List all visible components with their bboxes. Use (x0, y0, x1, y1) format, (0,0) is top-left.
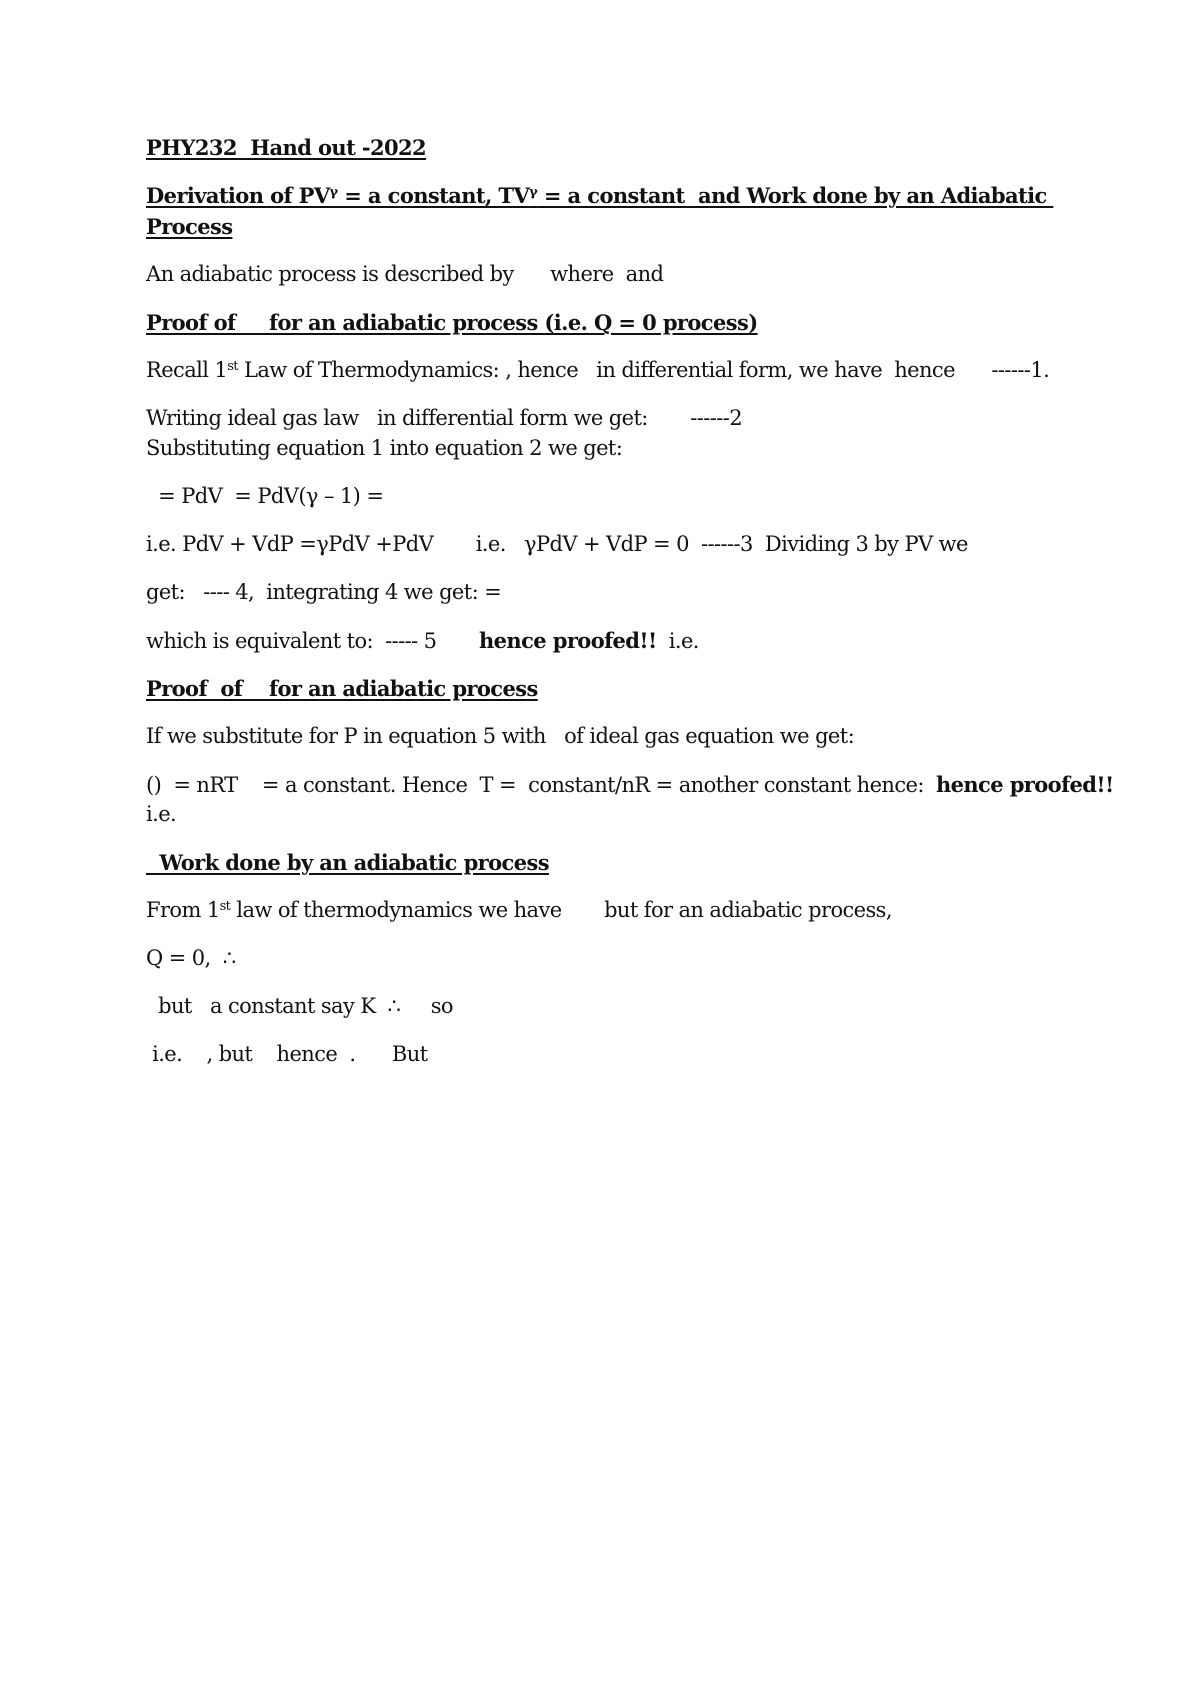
equation-line: = PdV = PdV(γ – 1) = (146, 484, 384, 508)
text-part: law of thermodynamics we have but for an adiabatic process, (230, 898, 892, 922)
proof1-heading: Proof of for an adiabatic process (i.e. Q = 0 process) (146, 310, 758, 335)
ordinal-superscript: st (219, 899, 231, 914)
recall-paragraph (146, 354, 1049, 387)
section-heading-derivation (146, 179, 1053, 212)
nrt-line-cont: i.e. (146, 802, 177, 826)
text-part: which is equivalent to: ----- 5 (146, 629, 479, 653)
gamma-superscript: γ (529, 185, 538, 200)
which-line (146, 624, 699, 658)
text-part: Recall 1 (146, 358, 228, 382)
gamma-superscript: γ (329, 185, 338, 200)
heading-part: = a constant, TV (337, 183, 530, 208)
last-line: i.e. , but hence . But (146, 1042, 428, 1066)
nrt-line (146, 768, 1114, 802)
text-part: Law of Thermodynamics: , hence in differential form, we have hence ------1. (237, 358, 1050, 382)
ordinal-superscript: st (227, 359, 238, 374)
text-part: i.e. (656, 629, 699, 653)
writing-paragraph: Writing ideal gas law in differential form we get: ------2 (146, 406, 743, 430)
work-heading: Work done by an adiabatic process (146, 850, 549, 875)
from-paragraph (146, 894, 892, 927)
text-part: From 1 (146, 898, 220, 922)
hence-proofed-text: hence proofed!! (935, 772, 1114, 797)
hence-proofed-text: hence proofed!! (478, 628, 657, 653)
q-line: Q = 0, ∴ (146, 946, 236, 970)
substituting-paragraph: Substituting equation 1 into equation 2 we get: (146, 436, 623, 460)
heading-part: Derivation of PV (146, 183, 330, 208)
proof2-heading: Proof of for an adiabatic process (146, 676, 538, 701)
heading-part: = a constant and Work done by an Adiabatic (537, 183, 1054, 208)
but-line: but a constant say K ∴ so (146, 994, 453, 1018)
get-line: get: ---- 4, integrating 4 we get: = (146, 580, 502, 604)
section-heading-derivation-cont: Process (146, 214, 233, 239)
document-title: PHY232 Hand out -2022 (146, 135, 427, 160)
intro-paragraph: An adiabatic process is described by where and (146, 262, 664, 286)
substitute-paragraph: If we substitute for P in equation 5 with of ideal gas equation we get: (146, 724, 855, 748)
text-part: () = nRT = a constant. Hence T = constant/nR = another constant hence: (146, 773, 936, 797)
ie-equation-line: i.e. PdV + VdP =γPdV +PdV i.e. γPdV + VdP = 0 ------3 Dividing 3 by PV we (146, 532, 968, 556)
